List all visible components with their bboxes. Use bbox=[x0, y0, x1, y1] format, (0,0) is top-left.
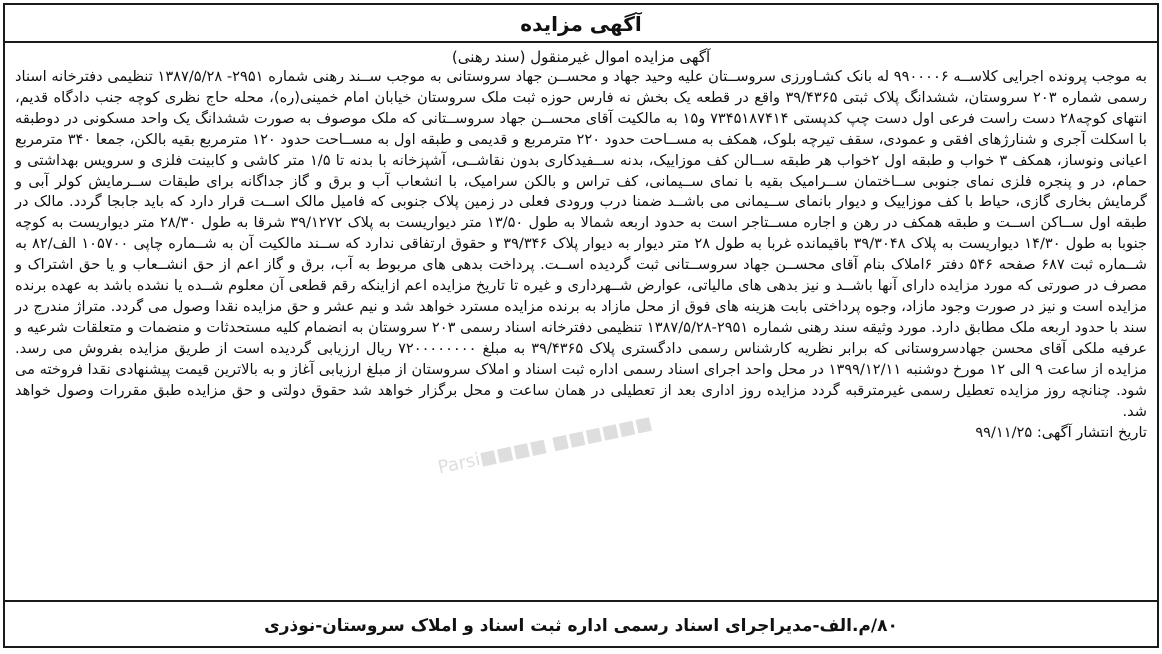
watermark-text: Parsi■■■■ ■■■■■■ bbox=[435, 412, 655, 479]
publication-date: تاریخ انتشار آگهی: ۹۹/۱۱/۲۵ bbox=[975, 424, 1147, 442]
notice-body: به موجب پرونده اجرایی کلاســه ۹۹۰۰۰۰۶ له بانک کشـاورزی سروســتان علیه وحید جهاد و محســن جهاد سروستانی به موجب ســند رهنی شماره ۲۹۵۱- ۱۳۸۷/۵/۲۸ تنظیمی دفترخانه اسناد رسمی شماره ۲۰۳ سروستان، ششدانگ پلاک ثبتی ۳۹/۴۳۶۵ واقع در قطعه یک بخش نه فارس حوزه ثبت ملک سروستان خیابان امام خمینی(ره)، محله حاج نظری کوچه جنب دادگاه قدیم، انتهای کوچه۲۸ دست راست فرعی اول دست چپ کدپستی ۷۳۴۵۱۸۷۴۱۴ و۱۵ به مالکیت آقای محســن جهاد سروســتانی که ملک موصوف به صورت ششدانگ یک واحد مسکونی در دوطبقه با اسکلت آجری و شنارژهای افقی و عمودی، سقف تیرچه بلوک، همکف به مســاحت حدود ۲۲۰ مترمربع و قدیمی و طبقه اول به مســاحت حدود ۱۲۰ مترمربع بقیه بالکن، جمعا ۳۴۰ مترمربع اعیانی ونوساز، همکف ۳ خواب و طبقه اول ۲خواب هر طبقه ســالن کف موزاییک، بدنه ســفیدکاری بدون نقاشــی، آشپزخانه با بدنه تا ۱/۵ متر کاشی و کابینت فلزی و سرویس بهداشتی و حمام، در و پنجره فلزی نمای جنوبی ســاختمان ســرامیک بقیه با نمای ســیمانی، کف تراس و بالکن سرامیک، با انشعاب آب و برق و گاز جداگانه برای طبقات ســرمایش کولر آبی و گرمایش بخاری گازی، حیاط با کف موزاییک و دیوار بانمای ســیمانی می باشــد ضمنا درب ورودی فعلی در زمین پلاک جنوبی که فامیل مالک اســت قرار دارد که باید جابجا گردد. مالک در طبقه اول ســاکن اســت و طبقه همکف در رهن و اجاره مســتاجر است به حدود اربعه شمالا به طول ۱۳/۵۰ متر دیواریست به پلاک ۳۹/۱۲۷۲ شرقا به طول ۲۸/۳۰ متر دیواریست به کوچه جنوبا به طول ۱۴/۳۰ دیواریست به پلاک ۳۹/۳۰۴۸ باقیمانده غربا به طول ۲۸ متر دیوار به دیوار پلاک ۳۹/۳۴۶ و حقوق ارتفاقی ندارد که ســند مالکیت آن به شــماره چاپی ۱۰۵۷۰۰ الف/۸۲ به شــماره ثبت ۶۸۷ صفحه ۵۴۶ دفتر ۶املاک بنام آقای محســن جهاد سروســتانی ثبت گردیده اســت. پرداخت بدهی های مربوط به آب، برق و گاز اعم از حق انشــعاب و یا حق اشتراک و مصرف در صورتی که مورد مزایده دارای آنها باشــد و نیز بدهی های مالیاتی، عوارض شــهرداری و غیره تا تاریخ مزایده اعم ازاینکه رقم قطعی آن معلوم شــده یا نشده باشد به عهده برنده مزایده است و نیز در صورت وجود مازاد، وجوه پرداختی بابت هزینه های فوق از محل مازاد به برنده مزایده مسترد خواهد شد و نیم عشر و حق مزایده نقدا وصول می گردد. متراژ مندرج در سند با حدود اربعه ملک مطابق دارد. مورد وثیقه سند رهنی شماره ۲۹۵۱-۱۳۸۷/۵/۲۸ تنظیمی دفترخانه اسناد رسمی ۲۰۳ سروستان به انضمام کلیه مستحدثات و منضمات و متعلقات شرعیه و عرفیه ملکی آقای محسن جهادسروستانی که برابر نظریه کارشناس رسمی دادگستری پلاک ۳۹/۴۳۶۵ به مبلغ ۷۲۰۰۰۰۰۰۰۰ ریال ارزیابی گردیده است از طریق مزایده بفروش می رسد. مزایده از ساعت ۹ الی ۱۲ مورخ دوشنبه ۱۳۹۹/۱۲/۱۱ در محل واحد اجرای اسناد رسمی اداره ثبت اسناد و املاک سروستان از مبلغ ارزیابی آغاز و به بالاترین قیمت پیشنهادی نقدا فروخته می شود. چنانچه روز مزایده تعطیل رسمی غیرمترقبه گردد مزایده روز اداری بعد از تعطیلی در همان ساعت و محل برگزار خواهد شد حقوق دولتی و حق مزایده طبق مقررات وصول خواهد شد. bbox=[15, 68, 1148, 420]
notice-footer bbox=[5, 600, 1157, 646]
auction-notice bbox=[3, 3, 1159, 648]
notice-title: آگهی مزایده bbox=[520, 12, 642, 36]
title-divider bbox=[5, 41, 1157, 43]
notice-subtitle: آگهی مزایده اموال غیرمنقول (سند رهنی) bbox=[451, 48, 711, 66]
footer-signature: ۸۰/م.الف-مدیراجرای اسناد رسمی اداره ثبت اسناد و املاک سروستان-نوذری bbox=[264, 616, 898, 636]
